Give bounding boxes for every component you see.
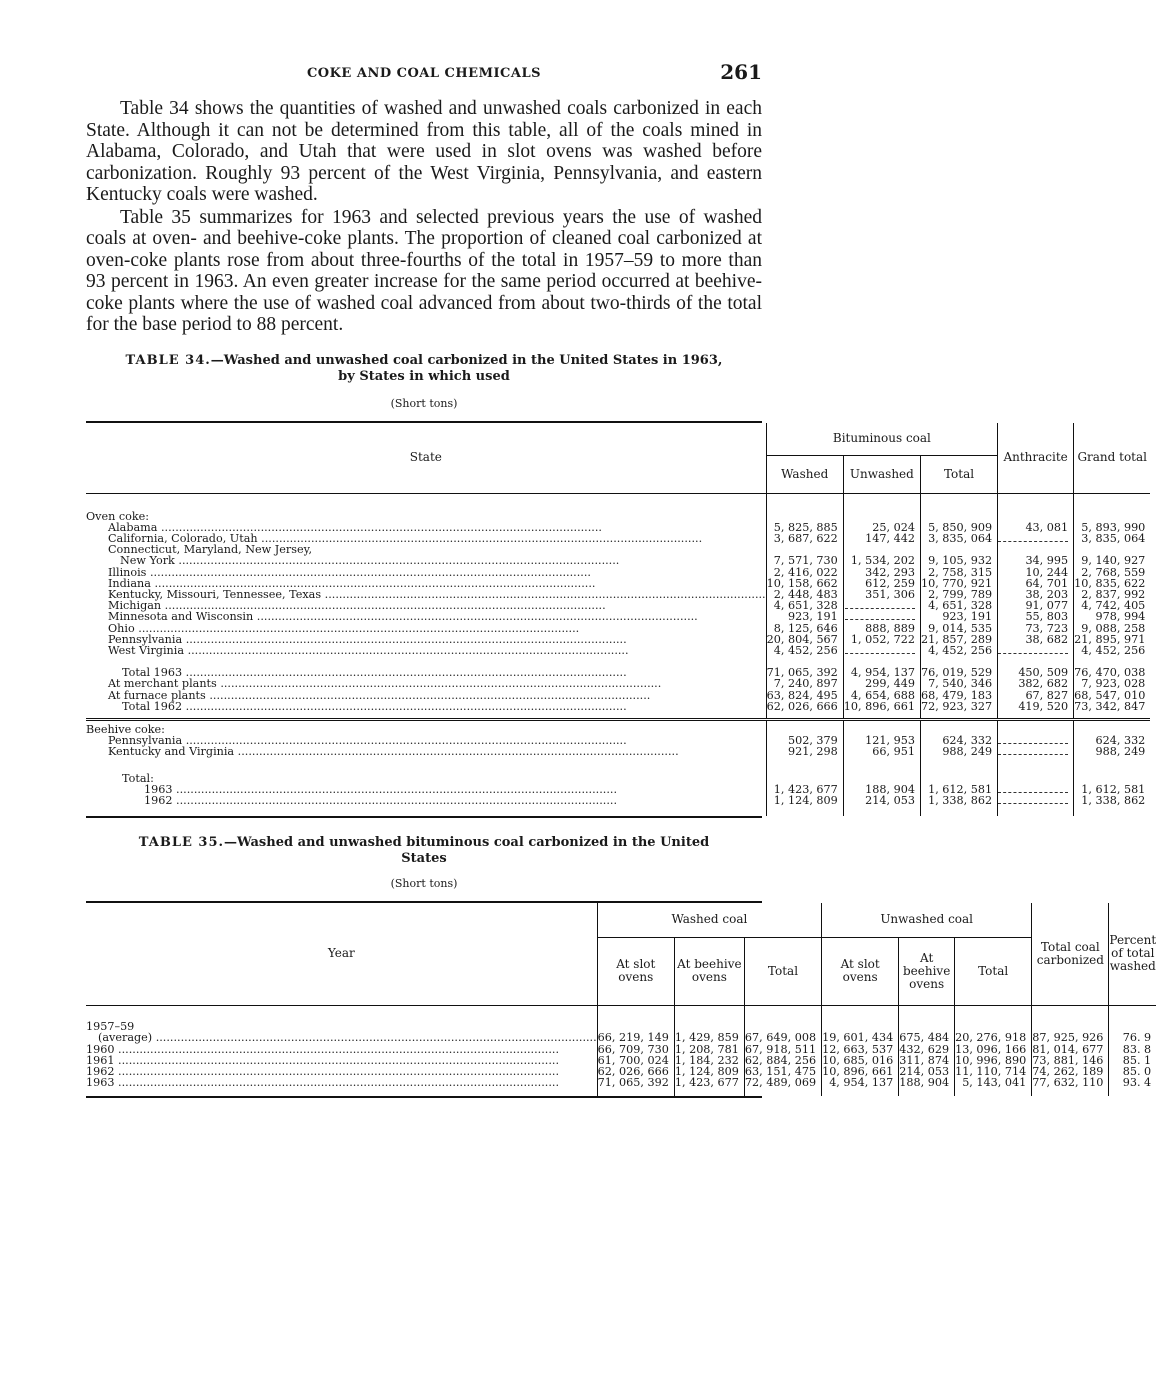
col-unwashed: Unwashed [843, 456, 920, 494]
row-label: Alabama ..... [108, 521, 602, 534]
row-label: Pennsylvania ..... [108, 633, 627, 646]
cell-unwashed: 351, 306 [843, 589, 920, 600]
cell-anthracite: 10, 244 [998, 567, 1074, 578]
table35-caption [86, 835, 762, 867]
cell-total: 9, 014, 535 [920, 623, 997, 634]
cell-anthracite: 67, 827 [998, 690, 1074, 701]
cell-w-slot: 66, 219, 149 [597, 1032, 674, 1043]
col-unwashed-beehive: At beehive ovens [899, 937, 955, 1005]
cell-u-beehive: 214, 053 [899, 1066, 955, 1077]
row-year: 1962 ..... [86, 1065, 559, 1078]
cell-total: 10, 770, 921 [920, 578, 997, 589]
cell-unwashed: 147, 442 [843, 533, 920, 544]
cell-w-total: 67, 918, 511 [744, 1044, 821, 1055]
col-total: Total [920, 456, 997, 494]
cell-u-total: 13, 096, 166 [955, 1044, 1032, 1055]
cell-total: 3, 835, 064 [920, 533, 997, 544]
cell-total: 4, 452, 256 [920, 645, 997, 656]
table-row [86, 746, 1150, 757]
cell-washed: 71, 065, 392 [766, 667, 843, 678]
cell-washed: 2, 448, 483 [766, 589, 843, 600]
row-label: Total 1962 ..... [122, 700, 627, 713]
cell-anthracite: 73, 723 [998, 623, 1074, 634]
row-label-cont: New York ..... [108, 555, 766, 566]
cell-grand: 3, 835, 064 [1074, 533, 1151, 544]
cell-anthracite: 450, 509 [998, 667, 1074, 678]
row-label: Kentucky, Missouri, Tennessee, Texas ..... [108, 588, 766, 601]
cell-grand: 9, 140, 927 [1074, 544, 1151, 566]
row-label: Minnesota and Wisconsin ..... [108, 610, 698, 623]
table34-title-line2: by States in which used [338, 368, 510, 384]
running-title: COKE AND COAL CHEMICALS [306, 66, 542, 81]
row-label: 1963 ..... [144, 783, 617, 796]
empty-cell-dashes [845, 602, 915, 609]
cell-washed: 63, 824, 495 [766, 690, 843, 701]
cell-unwashed: 1, 052, 722 [843, 634, 920, 645]
cell-unwashed: 121, 953 [843, 735, 920, 746]
section-oven-coke: Oven coke: [86, 509, 150, 523]
cell-u-beehive: 311, 874 [899, 1055, 955, 1066]
cell-total: 1, 338, 862 [920, 795, 997, 806]
cell-u-slot: 10, 685, 016 [822, 1055, 899, 1066]
cell-total: 81, 014, 677 [1032, 1044, 1109, 1055]
row-label: Indiana ..... [108, 577, 595, 590]
cell-u-beehive: 432, 629 [899, 1044, 955, 1055]
cell-u-total: 5, 143, 041 [955, 1077, 1032, 1088]
cell-total: 1, 612, 581 [920, 784, 997, 795]
cell-washed: 8, 125, 646 [766, 623, 843, 634]
cell-w-total: 63, 151, 475 [744, 1066, 821, 1077]
row-label: Connecticut, Maryland, New Jersey, [108, 543, 313, 557]
col-washed: Washed [766, 456, 843, 494]
cell-unwashed: 214, 053 [843, 795, 920, 806]
cell-grand: 9, 088, 258 [1074, 623, 1151, 634]
cell-unwashed: 66, 951 [843, 746, 920, 757]
table35-title-line2: States [401, 851, 447, 867]
cell-u-slot: 4, 954, 137 [822, 1077, 899, 1088]
row-label: At merchant plants ..... [108, 677, 661, 690]
cell-anthracite: 55, 803 [998, 611, 1074, 622]
table35-label: TABLE 35. [138, 835, 225, 851]
table-row [86, 1077, 1156, 1088]
cell-grand: 2, 837, 992 [1074, 589, 1151, 600]
cell-unwashed: 10, 896, 661 [843, 701, 920, 712]
table34 [86, 423, 1150, 817]
cell-washed: 4, 651, 328 [766, 600, 843, 611]
cell-total: 73, 881, 146 [1032, 1055, 1109, 1066]
col-washed-beehive: At beehive ovens [674, 937, 744, 1005]
cell-total: 21, 857, 289 [920, 634, 997, 645]
cell-grand: 4, 742, 405 [1074, 600, 1151, 611]
cell-grand: 10, 835, 622 [1074, 578, 1151, 589]
cell-w-beehive: 1, 429, 859 [674, 1032, 744, 1043]
cell-u-beehive: 188, 904 [899, 1077, 955, 1088]
cell-u-total: 20, 276, 918 [955, 1032, 1032, 1043]
section-beehive-coke: Beehive coke: [86, 722, 165, 736]
cell-total: 68, 479, 183 [920, 690, 997, 701]
cell-anthracite: 419, 520 [998, 701, 1074, 712]
col-percent-washed: Percent of total washed [1109, 903, 1156, 1005]
cell-u-slot: 10, 896, 661 [822, 1066, 899, 1077]
cell-pct: 83. 8 [1109, 1044, 1156, 1055]
cell-total: 74, 262, 189 [1032, 1066, 1109, 1077]
cell-total: 4, 651, 328 [920, 600, 997, 611]
cell-w-slot: 61, 700, 024 [597, 1055, 674, 1066]
row-label: Kentucky and Virginia ..... [108, 745, 679, 758]
cell-grand: 7, 923, 028 [1074, 678, 1151, 689]
col-year: Year [86, 903, 597, 1005]
cell-unwashed: 299, 449 [843, 678, 920, 689]
row-label: Michigan ..... [108, 599, 606, 612]
cell-washed: 1, 124, 809 [766, 795, 843, 806]
row-label: Illinois ..... [108, 566, 591, 579]
table35-bottom-rule [86, 1096, 762, 1098]
cell-grand: 68, 547, 010 [1074, 690, 1151, 701]
cell-total: 988, 249 [920, 746, 997, 757]
row-label: Ohio ..... [108, 622, 579, 635]
cell-anthracite: 382, 682 [998, 678, 1074, 689]
cell-w-total: 62, 884, 256 [744, 1055, 821, 1066]
row-year-note: (average) ..... [98, 1031, 597, 1044]
table35-title: —Washed and unwashed bituminous coal carbonized in the United [224, 835, 710, 851]
cell-total: 7, 540, 346 [920, 678, 997, 689]
cell-anthracite: 34, 995 [998, 544, 1074, 566]
cell-grand: 5, 893, 990 [1074, 522, 1151, 533]
table34-caption [86, 353, 762, 385]
table34-units: (Short tons) [390, 396, 458, 410]
cell-unwashed: 4, 654, 688 [843, 690, 920, 701]
empty-cell-dashes [998, 748, 1068, 755]
cell-w-beehive: 1, 423, 677 [674, 1077, 744, 1088]
cell-w-slot: 66, 709, 730 [597, 1044, 674, 1055]
col-unwashed-coal: Unwashed coal [822, 903, 1032, 937]
col-total-carbonized: Total coal carbonized [1032, 903, 1109, 1005]
table-row [86, 544, 1150, 566]
cell-grand: 21, 895, 971 [1074, 634, 1151, 645]
cell-w-slot: 71, 065, 392 [597, 1077, 674, 1088]
book-page [86, 58, 1156, 1098]
cell-grand: 978, 994 [1074, 611, 1151, 622]
cell-washed: 10, 158, 662 [766, 578, 843, 589]
cell-u-total: 10, 996, 890 [955, 1055, 1032, 1066]
cell-grand: 2, 768, 559 [1074, 567, 1151, 578]
cell-washed: 62, 026, 666 [766, 701, 843, 712]
cell-total: 87, 925, 926 [1032, 1032, 1109, 1043]
table34-title: —Washed and unwashed coal carbonized in the United States in 1963, [210, 352, 723, 368]
cell-total: 72, 923, 327 [920, 701, 997, 712]
paragraph-table34-intro: Table 34 shows the quantities of washed and unwashed coals carbonized in each State. Although it can not be determined from this table, all of the coals mined in Alabama, Colorado, and Utah that were used in slot ovens was washed before carbonization. Roughly 93 percent of the West Virginia, Pennsylvania, and eastern Kentucky coals were washed. [86, 98, 762, 205]
cell-u-total: 11, 110, 714 [955, 1066, 1032, 1077]
cell-w-beehive: 1, 184, 232 [674, 1055, 744, 1066]
empty-cell-dashes [998, 797, 1068, 804]
cell-grand: 1, 612, 581 [1074, 784, 1151, 795]
empty-cell-dashes [998, 786, 1068, 793]
cell-anthracite: 43, 081 [998, 522, 1074, 533]
table35-units: (Short tons) [390, 877, 458, 891]
cell-unwashed: 25, 024 [843, 522, 920, 533]
table35 [86, 903, 1156, 1096]
cell-pct: 93. 4 [1109, 1077, 1156, 1088]
cell-total: 9, 105, 932 [920, 544, 997, 566]
col-unwashed-slot: At slot ovens [822, 937, 899, 1005]
cell-pct: 85. 1 [1109, 1055, 1156, 1066]
cell-washed: 4, 452, 256 [766, 645, 843, 656]
table-row [86, 701, 1150, 712]
cell-grand: 4, 452, 256 [1074, 645, 1151, 656]
cell-u-beehive: 675, 484 [899, 1032, 955, 1043]
col-grand-total: Grand total [1074, 423, 1151, 494]
row-label: California, Colorado, Utah ..... [108, 532, 702, 545]
cell-w-total: 67, 649, 008 [744, 1032, 821, 1043]
cell-grand: 988, 249 [1074, 746, 1151, 757]
cell-w-beehive: 1, 124, 809 [674, 1066, 744, 1077]
cell-pct: 76. 9 [1109, 1032, 1156, 1043]
cell-grand: 76, 470, 038 [1074, 667, 1151, 678]
cell-anthracite: 38, 682 [998, 634, 1074, 645]
row-label: Total 1963 ..... [122, 666, 627, 679]
col-anthracite: Anthracite [998, 423, 1074, 494]
paragraph-table35-intro: Table 35 summarizes for 1963 and selected previous years the use of washed coals at oven- and beehive-coke plants. The proportion of cleaned coal carbonized at oven-coke plants rose from about three-fourths of the total in 1957–59 to more than 93 percent in 1963. An even greater increase for the same period occurred at beehive-coke plants where the use of washed coal advanced from about two-thirds of the total for the base period to 88 percent. [86, 206, 762, 335]
row-year: 1957–59 [86, 1020, 135, 1034]
row-label: West Virginia ..... [108, 644, 629, 657]
cell-unwashed: 1, 534, 202 [843, 544, 920, 566]
cell-grand: 73, 342, 847 [1074, 701, 1151, 712]
empty-cell-dashes [845, 613, 915, 620]
section-total: Total: [122, 771, 154, 785]
cell-anthracite: 64, 701 [998, 578, 1074, 589]
cell-total: 5, 850, 909 [920, 522, 997, 533]
cell-washed: 1, 423, 677 [766, 784, 843, 795]
cell-unwashed: 342, 293 [843, 567, 920, 578]
page-number: 261 [720, 60, 762, 84]
cell-washed: 7, 240, 897 [766, 678, 843, 689]
cell-w-total: 72, 489, 069 [744, 1077, 821, 1088]
cell-u-slot: 12, 663, 537 [822, 1044, 899, 1055]
running-head [86, 58, 762, 88]
cell-washed: 7, 571, 730 [766, 544, 843, 566]
cell-w-beehive: 1, 208, 781 [674, 1044, 744, 1055]
cell-total: 923, 191 [920, 611, 997, 622]
cell-anthracite: 38, 203 [998, 589, 1074, 600]
col-state: State [86, 423, 766, 494]
row-year: 1963 ..... [86, 1076, 559, 1089]
row-label: 1962 ..... [144, 794, 617, 807]
cell-u-slot: 19, 601, 434 [822, 1032, 899, 1043]
table34-label: TABLE 34. [125, 352, 211, 368]
cell-washed: 921, 298 [766, 746, 843, 757]
table-row [86, 795, 1150, 806]
row-year: 1960 ..... [86, 1043, 559, 1056]
cell-total: 624, 332 [920, 735, 997, 746]
col-washed-total: Total [744, 937, 821, 1005]
cell-total: 76, 019, 529 [920, 667, 997, 678]
cell-grand: 624, 332 [1074, 735, 1151, 746]
cell-unwashed: 612, 259 [843, 578, 920, 589]
cell-washed: 3, 687, 622 [766, 533, 843, 544]
cell-total: 2, 799, 789 [920, 589, 997, 600]
cell-washed: 20, 804, 567 [766, 634, 843, 645]
empty-cell-dashes [845, 647, 915, 654]
empty-cell-dashes [998, 737, 1068, 744]
cell-pct: 85. 0 [1109, 1066, 1156, 1077]
cell-total: 77, 632, 110 [1032, 1077, 1109, 1088]
col-bituminous: Bituminous coal [766, 423, 998, 456]
row-label: Pennsylvania ..... [108, 734, 627, 747]
cell-washed: 502, 379 [766, 735, 843, 746]
cell-unwashed: 888, 889 [843, 623, 920, 634]
cell-washed: 923, 191 [766, 611, 843, 622]
col-washed-coal: Washed coal [597, 903, 821, 937]
row-year: 1961 ..... [86, 1054, 559, 1067]
cell-anthracite: 91, 077 [998, 600, 1074, 611]
cell-grand: 1, 338, 862 [1074, 795, 1151, 806]
table-row [86, 645, 1150, 656]
cell-washed: 5, 825, 885 [766, 522, 843, 533]
cell-w-slot: 62, 026, 666 [597, 1066, 674, 1077]
cell-unwashed: 4, 954, 137 [843, 667, 920, 678]
cell-unwashed: 188, 904 [843, 784, 920, 795]
cell-total: 2, 758, 315 [920, 567, 997, 578]
cell-washed: 2, 416, 022 [766, 567, 843, 578]
empty-cell-dashes [998, 647, 1068, 654]
empty-cell-dashes [998, 535, 1068, 542]
row-label: At furnace plants ..... [108, 689, 650, 702]
col-unwashed-total: Total [955, 937, 1032, 1005]
col-washed-slot: At slot ovens [597, 937, 674, 1005]
